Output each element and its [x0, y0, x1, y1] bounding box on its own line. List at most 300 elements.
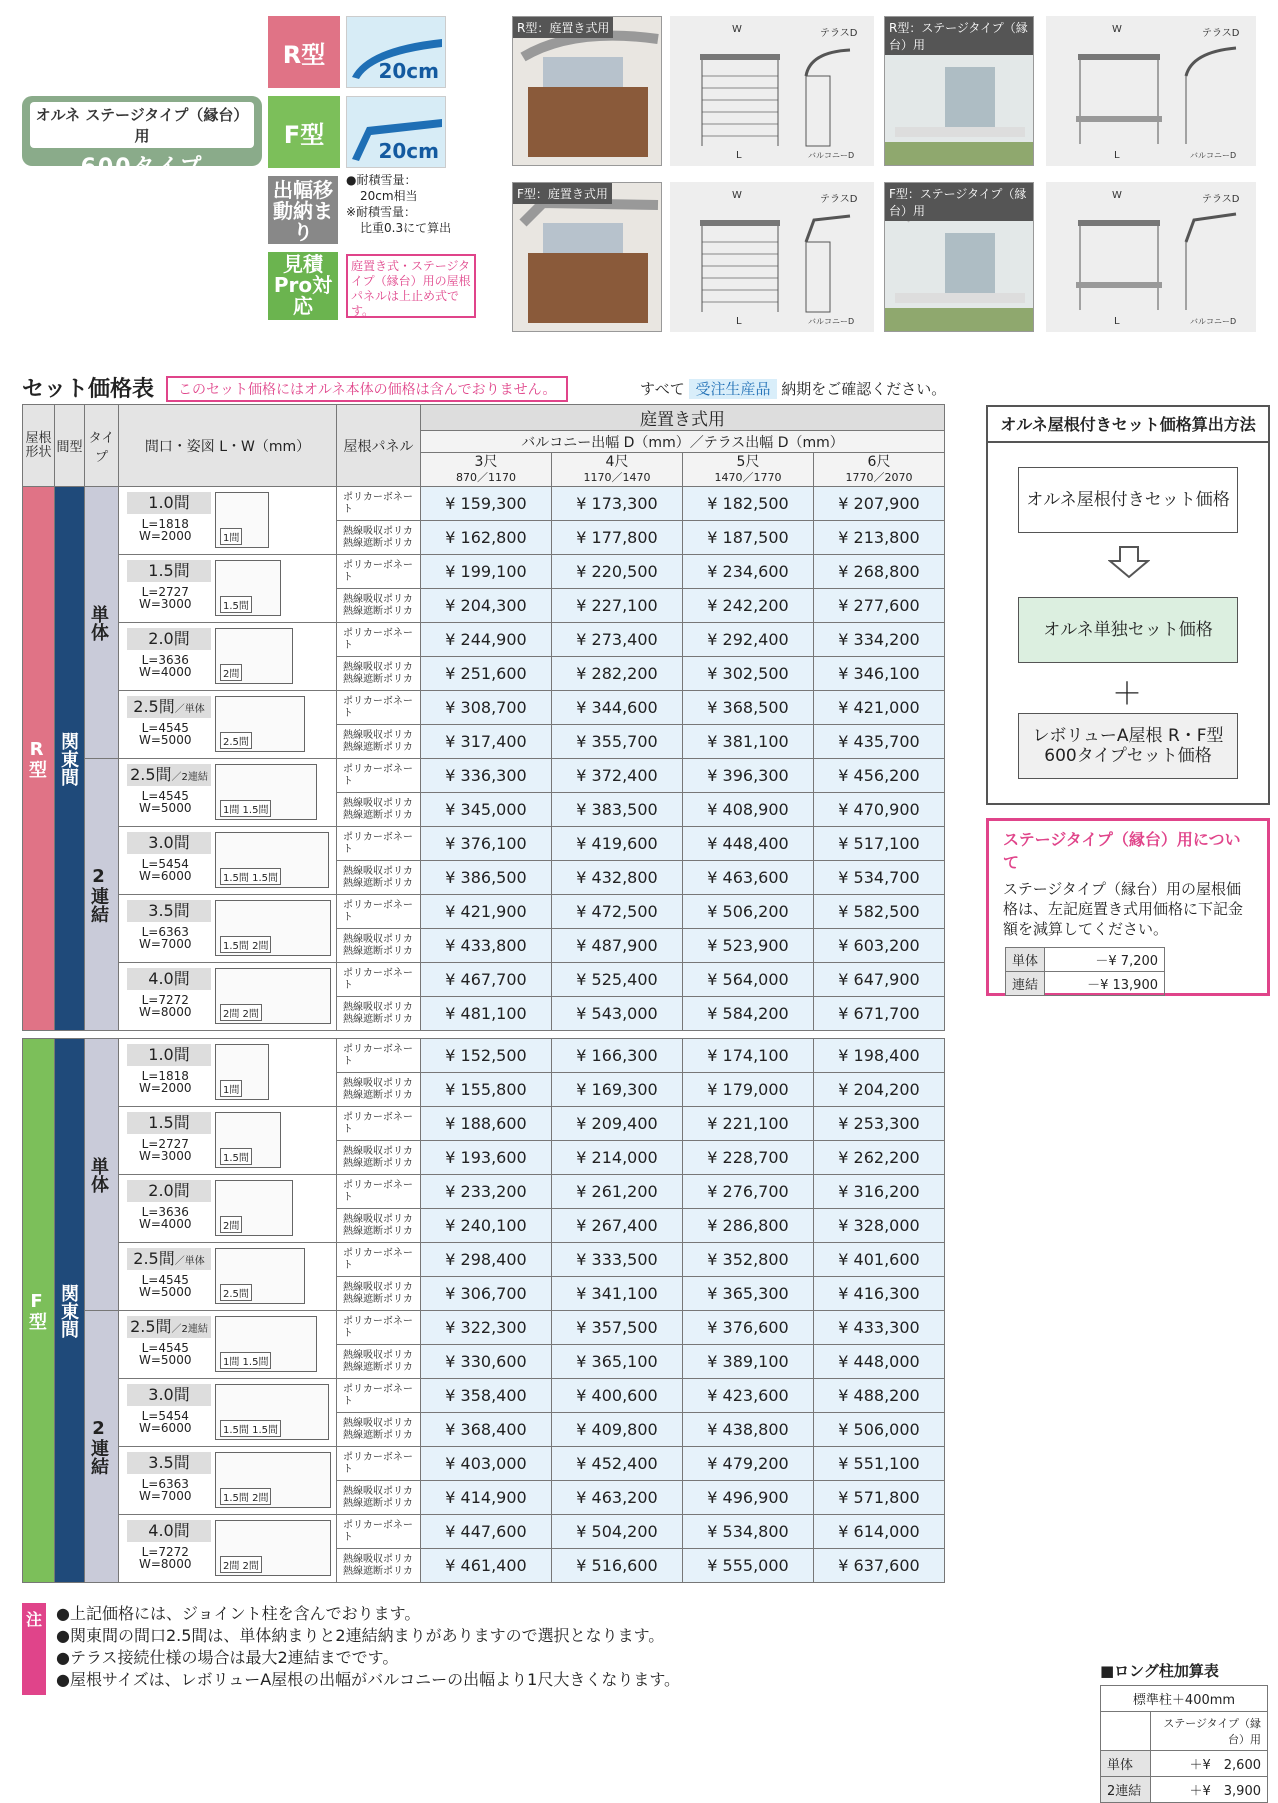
plan-drawing [215, 492, 269, 548]
price-cell: ¥ 346,100 [814, 657, 945, 691]
panel-label: ポリカーボネート [343, 1520, 413, 1543]
table-row [23, 759, 945, 793]
price-cell: ¥ 253,300 [814, 1107, 945, 1141]
price-cell: ¥ 333,500 [552, 1243, 683, 1277]
width-value: W=4000 [139, 664, 192, 679]
group-spacer [23, 1031, 945, 1039]
panel-label: ポリカーボネート [343, 1316, 413, 1339]
size-value: 1.0間 [148, 492, 190, 512]
price-cell: ¥ 282,200 [552, 657, 683, 691]
size-value: 2.5間 [133, 696, 175, 716]
snow-note [346, 172, 451, 236]
size-value: 3.0間 [148, 832, 190, 852]
size-label [127, 1044, 211, 1066]
section-note: このセット価格にはオルネ本体の価格は含んでおりません。 [166, 376, 568, 402]
header-size: 間口・姿図 L・W（mm） [119, 405, 337, 487]
width-value: W=5000 [139, 732, 192, 747]
price-cell: ¥ 187,500 [683, 521, 814, 555]
width-value: W=7000 [139, 1488, 192, 1503]
width-value: W=3000 [139, 596, 192, 611]
panel-label: ポリカーボネート [343, 900, 413, 923]
col-label: 5尺 [736, 453, 760, 470]
panel-label: 熱線吸収ポリカ [343, 1418, 413, 1429]
price-cell: ¥ 432,800 [552, 861, 683, 895]
size-label [127, 1452, 211, 1474]
price-cell: ¥ 433,300 [814, 1311, 945, 1345]
table-row [23, 1175, 945, 1209]
arrow-down-icon [1108, 545, 1150, 579]
size-cell [119, 1515, 337, 1583]
price-cell: ¥ 671,700 [814, 997, 945, 1031]
panel-label: 熱線吸収ポリカ [343, 866, 413, 877]
panel-label: ポリカーボネート [343, 1112, 413, 1135]
dim-terrace: テラスD [820, 28, 858, 39]
size-label [127, 560, 211, 582]
length-value: L=5454 [141, 856, 189, 871]
price-cell: ¥ 244,900 [421, 623, 552, 657]
panel-label: ポリカーボネート [343, 628, 413, 651]
calc-title: オルネ屋根付きセット価格算出方法 [988, 407, 1268, 443]
price-cell: ¥ 381,100 [683, 725, 814, 759]
dim-l: L [736, 316, 742, 327]
header-span: 間型 [55, 405, 85, 487]
price-cell: ¥ 357,500 [552, 1311, 683, 1345]
price-cell: ¥ 584,200 [683, 997, 814, 1031]
price-cell: ¥ 221,100 [683, 1107, 814, 1141]
price-cell: ¥ 467,700 [421, 963, 552, 997]
price-cell: ¥ 487,900 [552, 929, 683, 963]
type-label: 2連結 [88, 866, 109, 923]
price-cell: ¥ 355,700 [552, 725, 683, 759]
price-cell: ¥ 479,200 [683, 1447, 814, 1481]
side-f [23, 1039, 55, 1583]
long-row-key: 2連結 [1101, 1777, 1151, 1803]
price-cell: ¥ 302,500 [683, 657, 814, 691]
f-depth: 20cm [378, 139, 439, 163]
note-line: ●屋根サイズは、レボリューA屋根の出幅がバルコニーの出幅より1尺大きくなります。 [56, 1670, 681, 1689]
price-cell: ¥ 414,900 [421, 1481, 552, 1515]
panel-label: 熱線遮断ポリカ [343, 1497, 413, 1509]
dim-balcony: バルコニーD [1190, 151, 1237, 160]
panel-label: 熱線遮断ポリカ [343, 945, 413, 957]
price-cell: ¥ 162,800 [421, 521, 552, 555]
width-value: W=3000 [139, 1148, 192, 1163]
price-cell: ¥ 182,500 [683, 487, 814, 521]
length-value: L=6363 [141, 1476, 189, 1491]
length-value: L=1818 [141, 516, 189, 531]
price-cell: ¥ 637,600 [814, 1549, 945, 1583]
plan-tag: 1間 1.5間 [220, 800, 271, 817]
panel-label: 熱線吸収ポリカ [343, 1002, 413, 1013]
size-label [127, 764, 211, 786]
photo-f-stage [884, 182, 1034, 332]
r-type-snow-image [346, 16, 446, 88]
price-cell: ¥ 470,900 [814, 793, 945, 827]
long-row-value: ＋¥ 2,600 [1151, 1751, 1268, 1777]
price-cell: ¥ 341,100 [552, 1277, 683, 1311]
table-row [23, 691, 945, 725]
price-cell: ¥ 204,300 [421, 589, 552, 623]
panel-label: 熱線遮断ポリカ [343, 809, 413, 821]
product-type: 600タイプ [80, 155, 204, 180]
length-value: L=7272 [141, 1544, 189, 1559]
price-cell: ¥ 306,700 [421, 1277, 552, 1311]
plan-tag: 1.5間 1.5間 [220, 868, 281, 885]
panel-label: ポリカーボネート [343, 696, 413, 719]
price-cell: ¥ 261,200 [552, 1175, 683, 1209]
panel-poly [337, 691, 421, 725]
size-value: 3.5間 [148, 900, 190, 920]
section-title: セット価格表 [22, 377, 155, 402]
photo-r-stage [884, 16, 1034, 166]
price-cell: ¥ 292,400 [683, 623, 814, 657]
price-cell: ¥ 481,100 [421, 997, 552, 1031]
plan-tag: 1.5間 [220, 1148, 252, 1165]
price-cell: ¥ 276,700 [683, 1175, 814, 1209]
width-value: W=5000 [139, 1352, 192, 1367]
panel-label: 熱線吸収ポリカ [343, 798, 413, 809]
price-cell: ¥ 308,700 [421, 691, 552, 725]
r-type-label: R型 [268, 16, 340, 88]
width-value: W=7000 [139, 936, 192, 951]
price-cell: ¥ 614,000 [814, 1515, 945, 1549]
panel-label: ポリカーボネート [343, 968, 413, 991]
stage-row-value: －¥ 13,900 [1045, 972, 1165, 996]
size-label [127, 900, 211, 922]
header-roof-shape: 屋根形状 [23, 405, 55, 487]
panel-poly [337, 1379, 421, 1413]
panel-heat [337, 1141, 421, 1175]
price-cell: ¥ 506,200 [683, 895, 814, 929]
length-value: L=4545 [141, 720, 189, 735]
size-value: 3.0間 [148, 1384, 190, 1404]
price-cell: ¥ 268,800 [814, 555, 945, 589]
long-head: ステージタイプ（縁台）用 [1151, 1712, 1268, 1751]
r-depth: 20cm [378, 59, 439, 83]
panel-label: 熱線吸収ポリカ [343, 1486, 413, 1497]
price-cell: ¥ 534,700 [814, 861, 945, 895]
size-label [127, 492, 211, 514]
width-value: W=6000 [139, 1420, 192, 1435]
price-cell: ¥ 173,300 [552, 487, 683, 521]
price-cell: ¥ 517,100 [814, 827, 945, 861]
panel-label: 熱線吸収ポリカ [343, 1078, 413, 1089]
size-sub: ／単体 [174, 703, 205, 715]
price-cell: ¥ 322,300 [421, 1311, 552, 1345]
size-cell [119, 759, 337, 827]
size-value: 2.0間 [148, 1180, 190, 1200]
plan-drawing [215, 1112, 281, 1168]
stage-title: ステージタイプ（縁台）用について [1003, 830, 1241, 872]
panel-label: ポリカーボネート [343, 1384, 413, 1407]
size-value: 2.5間 [130, 764, 172, 784]
table-row [23, 555, 945, 589]
snow-note-3: ※耐積雪量： [346, 205, 417, 219]
width-value: W=6000 [139, 868, 192, 883]
size-cell [119, 1039, 337, 1107]
price-cell: ¥ 647,900 [814, 963, 945, 997]
panel-poly [337, 623, 421, 657]
col-sub: 870／1170 [456, 470, 516, 484]
price-cell: ¥ 345,000 [421, 793, 552, 827]
price-cell: ¥ 472,500 [552, 895, 683, 929]
photo-caption: R型：ステージタイプ（縁台）用 [885, 17, 1033, 55]
width-value: W=2000 [139, 528, 192, 543]
price-cell: ¥ 209,400 [552, 1107, 683, 1141]
long-std: 標準柱＋400mm [1101, 1686, 1268, 1712]
panel-poly [337, 555, 421, 589]
panel-label: 熱線吸収ポリカ [343, 1146, 413, 1157]
panel-heat [337, 929, 421, 963]
price-cell: ¥ 409,800 [552, 1413, 683, 1447]
dim-terrace: テラスD [820, 194, 858, 205]
length-value: L=7272 [141, 992, 189, 1007]
price-cell: ¥ 220,500 [552, 555, 683, 589]
price-cell: ¥ 251,600 [421, 657, 552, 691]
table-row [23, 1379, 945, 1413]
price-cell: ¥ 400,600 [552, 1379, 683, 1413]
price-cell: ¥ 452,400 [552, 1447, 683, 1481]
plan-drawing [215, 696, 305, 752]
kanto-label: 関東間 [58, 1283, 79, 1338]
length-value: L=3636 [141, 652, 189, 667]
price-cell: ¥ 199,100 [421, 555, 552, 589]
size-cell [119, 1311, 337, 1379]
panel-poly [337, 1175, 421, 1209]
price-cell: ¥ 214,000 [552, 1141, 683, 1175]
move-tag: 出幅移動納まり [268, 176, 338, 244]
plan-drawing [215, 1452, 331, 1508]
dim-w: W [732, 190, 742, 201]
size-cell [119, 691, 337, 759]
panel-label: 熱線吸収ポリカ [343, 1282, 413, 1293]
size-label [127, 1248, 211, 1270]
panel-label: 熱線吸収ポリカ [343, 594, 413, 605]
col-label: 3尺 [474, 453, 498, 470]
kanto-label: 関東間 [58, 731, 79, 786]
price-cell: ¥ 368,400 [421, 1413, 552, 1447]
notes-label: 注 [22, 1603, 46, 1695]
price-cell: ¥ 496,900 [683, 1481, 814, 1515]
length-value: L=4545 [141, 1340, 189, 1355]
price-cell: ¥ 376,600 [683, 1311, 814, 1345]
price-cell: ¥ 447,600 [421, 1515, 552, 1549]
table-row [23, 623, 945, 657]
panel-label: 熱線遮断ポリカ [343, 877, 413, 889]
panel-label: 熱線吸収ポリカ [343, 526, 413, 537]
dim-w: W [1112, 190, 1122, 201]
panel-label: ポリカーボネート [343, 1180, 413, 1203]
photo-f-garden [512, 182, 662, 332]
stage-row-key: 単体 [1006, 948, 1045, 972]
size-cell [119, 1243, 337, 1311]
price-cell: ¥ 240,100 [421, 1209, 552, 1243]
type-label: 単体 [88, 1156, 109, 1193]
size-sub: ／2連結 [171, 1323, 208, 1335]
plan-tag: 2.5間 [220, 1284, 252, 1301]
price-cell: ¥ 551,100 [814, 1447, 945, 1481]
price-cell: ¥ 233,200 [421, 1175, 552, 1209]
panel-heat [337, 657, 421, 691]
price-cell: ¥ 396,300 [683, 759, 814, 793]
price-cell: ¥ 204,200 [814, 1073, 945, 1107]
size-value: 3.5間 [148, 1452, 190, 1472]
header-col-3 [814, 453, 945, 487]
panel-label: ポリカーボネート [343, 1044, 413, 1067]
plan-drawing [215, 1316, 317, 1372]
width-value: W=4000 [139, 1216, 192, 1231]
plan-drawing [215, 1520, 331, 1576]
panel-poly [337, 963, 421, 997]
panel-label: 熱線遮断ポリカ [343, 1089, 413, 1101]
price-cell: ¥ 317,400 [421, 725, 552, 759]
size-cell [119, 555, 337, 623]
size-label [127, 628, 211, 650]
size-cell [119, 1107, 337, 1175]
width-value: W=8000 [139, 1556, 192, 1571]
price-cell: ¥ 421,900 [421, 895, 552, 929]
calc-method-box [986, 405, 1270, 805]
panel-label: 熱線吸収ポリカ [343, 1554, 413, 1565]
photo-caption: R型：庭置き式用 [513, 17, 613, 38]
photo-caption: F型：庭置き式用 [513, 183, 612, 204]
price-cell: ¥ 523,900 [683, 929, 814, 963]
price-cell: ¥ 152,500 [421, 1039, 552, 1073]
panel-label: 熱線遮断ポリカ [343, 1157, 413, 1169]
plan-drawing [215, 900, 331, 956]
price-cell: ¥ 408,900 [683, 793, 814, 827]
col-sub: 1470／1770 [714, 470, 782, 484]
plan-tag: 1.5間 [220, 596, 252, 613]
plan-tag: 2間 [220, 1216, 242, 1233]
drawing-f-garden [670, 182, 874, 332]
panel-poly [337, 895, 421, 929]
product-name: オルネ ステージタイプ（縁台）用 [30, 102, 254, 148]
price-cell: ¥ 207,900 [814, 487, 945, 521]
f-type-label: F型 [268, 96, 340, 168]
long-row-key: 単体 [1101, 1751, 1151, 1777]
price-cell: ¥ 273,400 [552, 623, 683, 657]
price-cell: ¥ 242,200 [683, 589, 814, 623]
panel-label: 熱線遮断ポリカ [343, 1293, 413, 1305]
panel-label: 熱線遮断ポリカ [343, 741, 413, 753]
side-label: R型 [26, 739, 47, 778]
price-cell: ¥ 506,000 [814, 1413, 945, 1447]
size-value: 1.0間 [148, 1044, 190, 1064]
price-cell: ¥ 179,000 [683, 1073, 814, 1107]
price-cell: ¥ 277,600 [814, 589, 945, 623]
size-cell [119, 623, 337, 691]
drawing-r-garden [670, 16, 874, 166]
dim-l: L [1114, 150, 1120, 161]
price-cell: ¥ 365,300 [683, 1277, 814, 1311]
price-cell: ¥ 358,400 [421, 1379, 552, 1413]
panel-heat [337, 1345, 421, 1379]
plan-drawing [215, 968, 331, 1024]
size-label [127, 1180, 211, 1202]
header-garden: 庭置き式用 [421, 405, 945, 431]
length-value: L=6363 [141, 924, 189, 939]
price-cell: ¥ 344,600 [552, 691, 683, 725]
size-cell [119, 895, 337, 963]
plan-tag: 2.5間 [220, 732, 252, 749]
estimate-tag: 見積Pro対応 [268, 252, 338, 320]
size-cell [119, 1175, 337, 1243]
price-cell: ¥ 386,500 [421, 861, 552, 895]
width-value: W=2000 [139, 1080, 192, 1095]
price-cell: ¥ 188,600 [421, 1107, 552, 1141]
header-type: タイプ [85, 405, 119, 487]
size-label [127, 1520, 211, 1542]
size-value: 2.5間 [130, 1316, 172, 1336]
panel-label: ポリカーボネート [343, 1452, 413, 1475]
length-value: L=4545 [141, 1272, 189, 1287]
price-cell: ¥ 461,400 [421, 1549, 552, 1583]
price-cell: ¥ 534,800 [683, 1515, 814, 1549]
panel-label: 熱線吸収ポリカ [343, 730, 413, 741]
price-cell: ¥ 174,100 [683, 1039, 814, 1073]
price-cell: ¥ 516,600 [552, 1549, 683, 1583]
panel-label: 熱線遮断ポリカ [343, 1225, 413, 1237]
length-value: L=2727 [141, 1136, 189, 1151]
panel-label: 熱線吸収ポリカ [343, 934, 413, 945]
panel-label: ポリカーボネート [343, 1248, 413, 1271]
price-cell: ¥ 456,200 [814, 759, 945, 793]
side-r [23, 487, 55, 1031]
price-cell: ¥ 193,600 [421, 1141, 552, 1175]
plan-tag: 2間 2間 [220, 1004, 262, 1021]
stage-row-value: －¥ 7,200 [1045, 948, 1165, 972]
price-cell: ¥ 228,700 [683, 1141, 814, 1175]
panel-heat [337, 1073, 421, 1107]
snow-note-4: 比重0.3にて算出 [360, 221, 452, 235]
calc-box-3: レボリューA屋根 R・F型600タイプセット価格 [1018, 713, 1238, 779]
price-cell: ¥ 403,000 [421, 1447, 552, 1481]
plan-drawing [215, 1180, 293, 1236]
price-cell: ¥ 376,100 [421, 827, 552, 861]
note-line: ●テラス接続仕様の場合は最大2連結までです。 [56, 1648, 399, 1667]
drawing-r-stage [1046, 16, 1256, 166]
price-cell: ¥ 234,600 [683, 555, 814, 589]
header-col-0 [421, 453, 552, 487]
panel-heat [337, 1413, 421, 1447]
panel-label: 熱線遮断ポリカ [343, 1565, 413, 1577]
panel-label: ポリカーボネート [343, 560, 413, 583]
table-row [23, 895, 945, 929]
snow-note-2: 20cm相当 [360, 189, 418, 203]
header-col-1 [552, 453, 683, 487]
price-cell: ¥ 389,100 [683, 1345, 814, 1379]
panel-poly [337, 827, 421, 861]
size-cell [119, 1447, 337, 1515]
price-table [22, 404, 944, 1583]
price-cell: ¥ 555,000 [683, 1549, 814, 1583]
panel-heat [337, 997, 421, 1031]
panel-heat [337, 1209, 421, 1243]
side-label: F型 [26, 1291, 47, 1330]
plan-drawing [215, 1044, 269, 1100]
plan-drawing [215, 832, 329, 888]
panel-heat [337, 1277, 421, 1311]
plan-tag: 2間 [220, 664, 242, 681]
stage-row-key: 連結 [1006, 972, 1045, 996]
type-label: 2連結 [88, 1418, 109, 1475]
price-cell: ¥ 488,200 [814, 1379, 945, 1413]
drawing-f-stage [1046, 182, 1256, 332]
price-cell: ¥ 368,500 [683, 691, 814, 725]
table-row [23, 1311, 945, 1345]
size-value: 4.0間 [148, 968, 190, 988]
